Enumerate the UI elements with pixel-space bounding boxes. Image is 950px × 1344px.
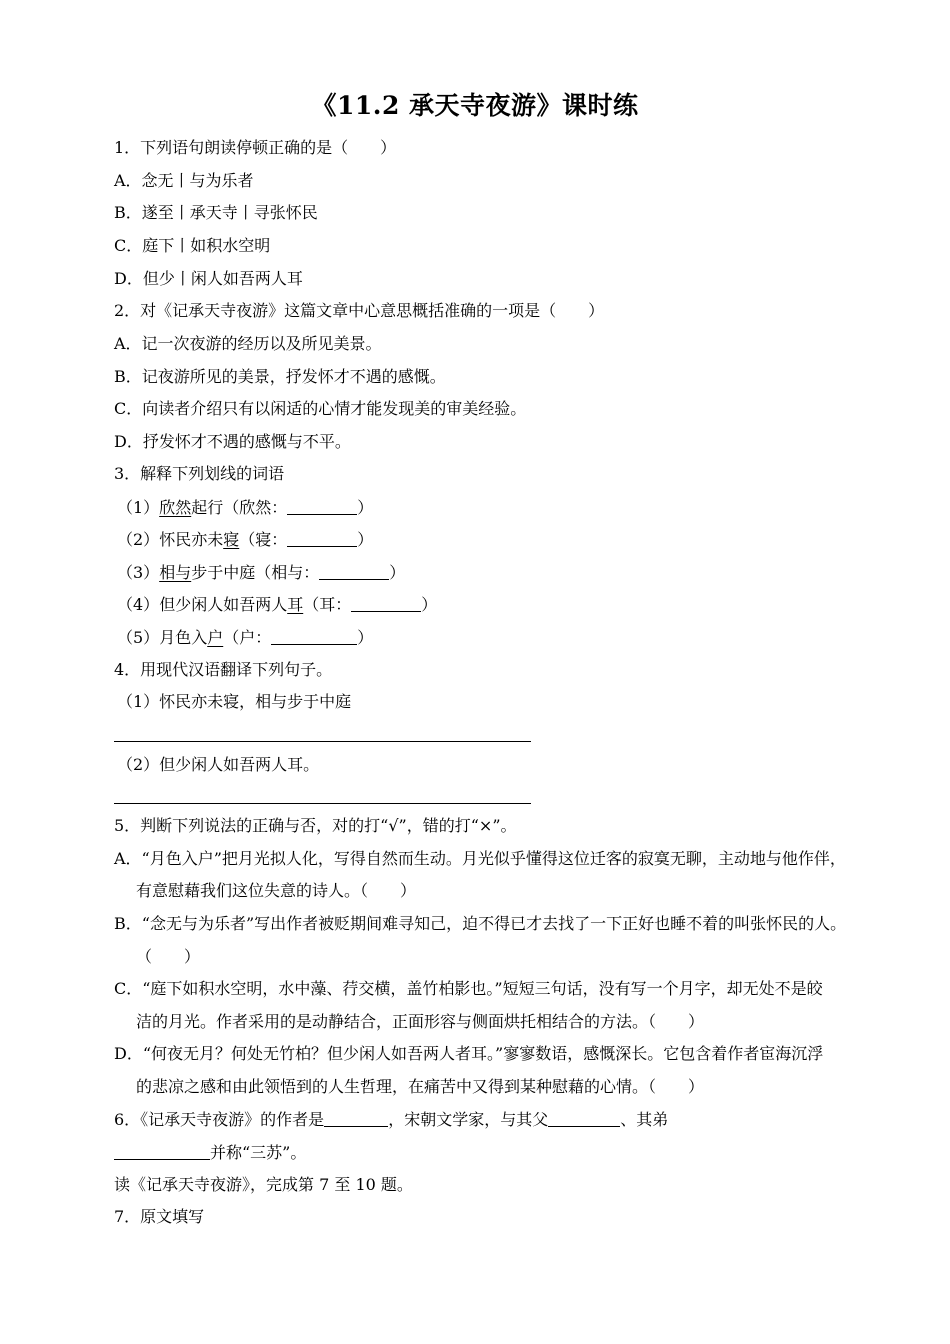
item-suffix: 起行（欣然：	[191, 498, 288, 517]
q2-option-b: B．记夜游所见的美景，抒发怀才不遇的感慨。	[114, 367, 446, 386]
answer-blank[interactable]	[351, 595, 421, 612]
q5-option-a-line1: A．“月色入户”把月光拟人化，写得自然而生动。月光似乎懂得这位迁客的寂寞无聊，主动地与他作伴，	[114, 849, 846, 868]
underlined-word: 欣然	[159, 498, 192, 517]
q1-option-a: A．念无丨与为乐者	[114, 171, 254, 190]
q4-answer-line-2[interactable]	[114, 803, 531, 804]
page-title: 《11.2 承天寺夜游》课时练	[311, 91, 639, 120]
item-number: （2）	[117, 530, 160, 549]
q2-option-d: D．抒发怀才不遇的感慨与不平。	[114, 432, 351, 451]
item-number: （4）	[117, 595, 160, 614]
item-number: （5）	[117, 628, 160, 647]
underlined-word: 寝	[223, 530, 240, 549]
q5-option-b-line2: （ ）	[136, 947, 201, 966]
q6-line1	[114, 1108, 668, 1131]
q3-stem: 3．解释下列划线的词语	[114, 464, 285, 483]
q3-item-1	[117, 496, 373, 519]
answer-blank[interactable]	[287, 530, 357, 547]
q3-item-3	[117, 561, 405, 584]
q4-item-1: （1）怀民亦未寝，相与步于中庭	[117, 692, 352, 711]
reading-instruction: 读《记承天寺夜游》，完成第 7 至 10 题。	[114, 1175, 413, 1194]
q6-part1: 6．《记承天寺夜游》的作者是	[114, 1110, 325, 1129]
underlined-word: 相与	[159, 563, 192, 582]
q6-part2: ，宋朝文学家，与其父	[388, 1110, 549, 1129]
item-prefix: 但少闲人如吾两人	[159, 595, 288, 614]
q4-answer-line-1[interactable]	[114, 741, 531, 742]
q6-part4: 并称“三苏”。	[210, 1143, 307, 1162]
item-close: ）	[357, 530, 374, 549]
underlined-word: 耳	[287, 595, 304, 614]
item-prefix: 月色入	[159, 628, 208, 647]
underlined-word: 户	[207, 628, 224, 647]
q2-option-c: C．向读者介绍只有以闲适的心情才能发现美的审美经验。	[114, 399, 527, 418]
answer-blank[interactable]	[319, 563, 389, 580]
q1-option-d: D．但少丨闲人如吾两人耳	[114, 269, 303, 288]
author-blank[interactable]	[324, 1110, 388, 1127]
answer-blank[interactable]	[271, 628, 357, 645]
q5-option-d-line1: D．“何夜无月？何处无竹柏？但少闲人如吾两人者耳。”寥寥数语，感慨深长。它包含着作者宦海沉浮	[114, 1044, 824, 1063]
item-close: ）	[421, 595, 438, 614]
q2-stem: 2．对《记承天寺夜游》这篇文章中心意思概括准确的一项是（ ）	[114, 301, 605, 320]
q7-stem: 7．原文填写	[114, 1207, 205, 1226]
q1-stem: 1．下列语句朗读停顿正确的是（ ）	[114, 138, 397, 157]
q5-option-a-line2: 有意慰藉我们这位失意的诗人。（ ）	[136, 881, 417, 900]
father-blank[interactable]	[548, 1110, 620, 1127]
q5-option-c-line1: C．“庭下如积水空明，水中藻、荇交横，盖竹柏影也。”短短三句话，没有写一个月字，却无处不是皎	[114, 979, 823, 998]
q4-item-2: （2）但少闲人如吾两人耳。	[117, 755, 320, 774]
item-suffix: （户：	[223, 628, 272, 647]
item-close: ）	[357, 498, 374, 517]
brother-blank[interactable]	[114, 1143, 210, 1160]
q5-option-d-line2: 的悲凉之感和由此领悟到的人生哲理，在痛苦中又得到某种慰藉的心情。（ ）	[136, 1077, 705, 1096]
q5-option-b-line1: B．“念无与为乐者”写出作者被贬期间难寻知己，迫不得已才去找了一下正好也睡不着的叫张怀民的人。	[114, 914, 847, 933]
q1-option-b: B．遂至丨承天寺丨寻张怀民	[114, 203, 318, 222]
item-number: （3）	[117, 563, 160, 582]
q3-item-2	[117, 528, 373, 551]
item-close: ）	[357, 628, 374, 647]
item-suffix: （寝：	[239, 530, 288, 549]
item-number: （1）	[117, 498, 160, 517]
item-prefix: 怀民亦未	[159, 530, 224, 549]
q2-option-a: A．记一次夜游的经历以及所见美景。	[114, 334, 382, 353]
q6-part3: 、其弟	[620, 1110, 669, 1129]
q4-stem: 4．用现代汉语翻译下列句子。	[114, 660, 333, 679]
q3-item-5	[117, 626, 373, 649]
item-suffix: （耳：	[303, 595, 352, 614]
q3-item-4	[117, 593, 437, 616]
item-close: ）	[389, 563, 406, 582]
item-suffix: 步于中庭（相与：	[191, 563, 320, 582]
q5-stem: 5．判断下列说法的正确与否，对的打“√”，错的打“×”。	[114, 816, 517, 835]
q5-option-c-line2: 洁的月光。作者采用的是动静结合，正面形容与侧面烘托相结合的方法。（ ）	[136, 1012, 705, 1031]
q6-line2	[114, 1141, 306, 1164]
answer-blank[interactable]	[287, 498, 357, 515]
q1-option-c: C．庭下丨如积水空明	[114, 236, 271, 255]
